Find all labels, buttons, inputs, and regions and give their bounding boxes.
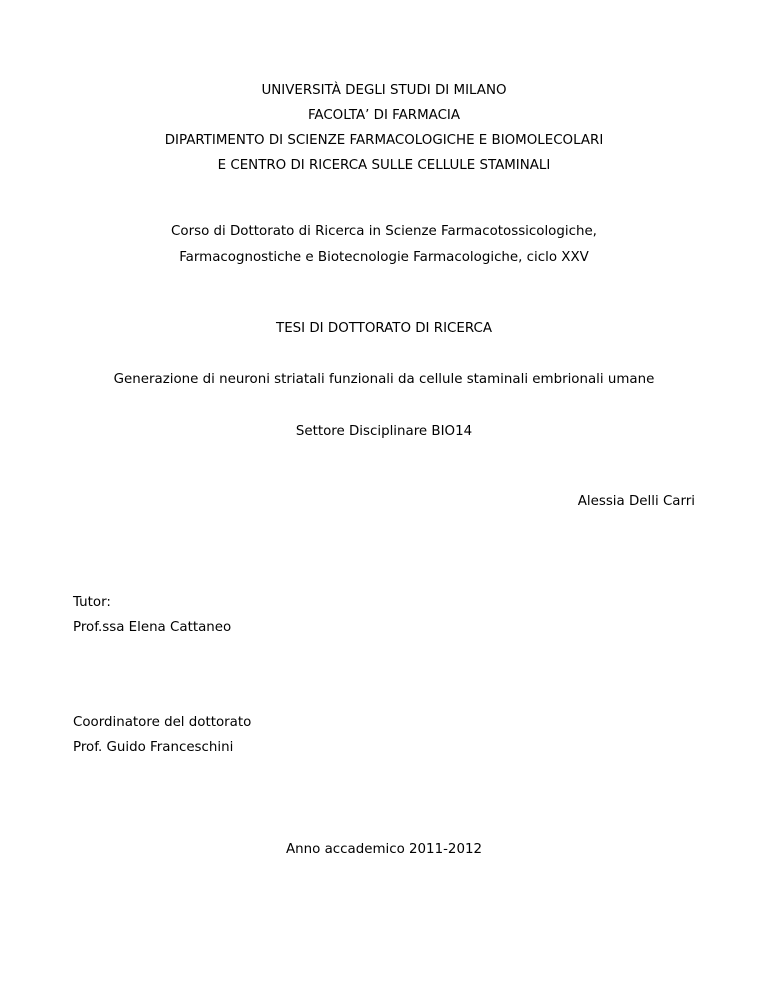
thesis-title: Generazione di neuroni striatali funzionali da cellule staminali embrionali umane xyxy=(113,372,655,387)
tutor-name: Prof.ssa Elena Cattaneo xyxy=(73,620,232,635)
research-center-name: E CENTRO DI RICERCA SULLE CELLULE STAMINALI xyxy=(217,158,551,173)
university-name: UNIVERSITÀ DEGLI STUDI DI MILANO xyxy=(261,83,507,98)
course-line-2: Farmacognostiche e Biotecnologie Farmacologiche, ciclo XXV xyxy=(179,250,589,265)
academic-year: Anno accademico 2011-2012 xyxy=(285,842,483,857)
disciplinary-sector: Settore Disciplinare BIO14 xyxy=(295,424,473,439)
department-name: DIPARTIMENTO DI SCIENZE FARMACOLOGICHE E BIOMOLECOLARI xyxy=(164,133,604,148)
coordinator-name: Prof. Guido Franceschini xyxy=(73,740,234,755)
author-name: Alessia Delli Carri xyxy=(577,494,695,509)
thesis-type: TESI DI DOTTORATO DI RICERCA xyxy=(276,321,492,336)
faculty-name: FACOLTA’ DI FARMACIA xyxy=(307,108,461,123)
tutor-label: Tutor: xyxy=(73,595,111,610)
course-line-1: Corso di Dottorato di Ricerca in Scienze Farmacotossicologiche, xyxy=(171,224,597,239)
coordinator-label: Coordinatore del dottorato xyxy=(73,715,252,730)
